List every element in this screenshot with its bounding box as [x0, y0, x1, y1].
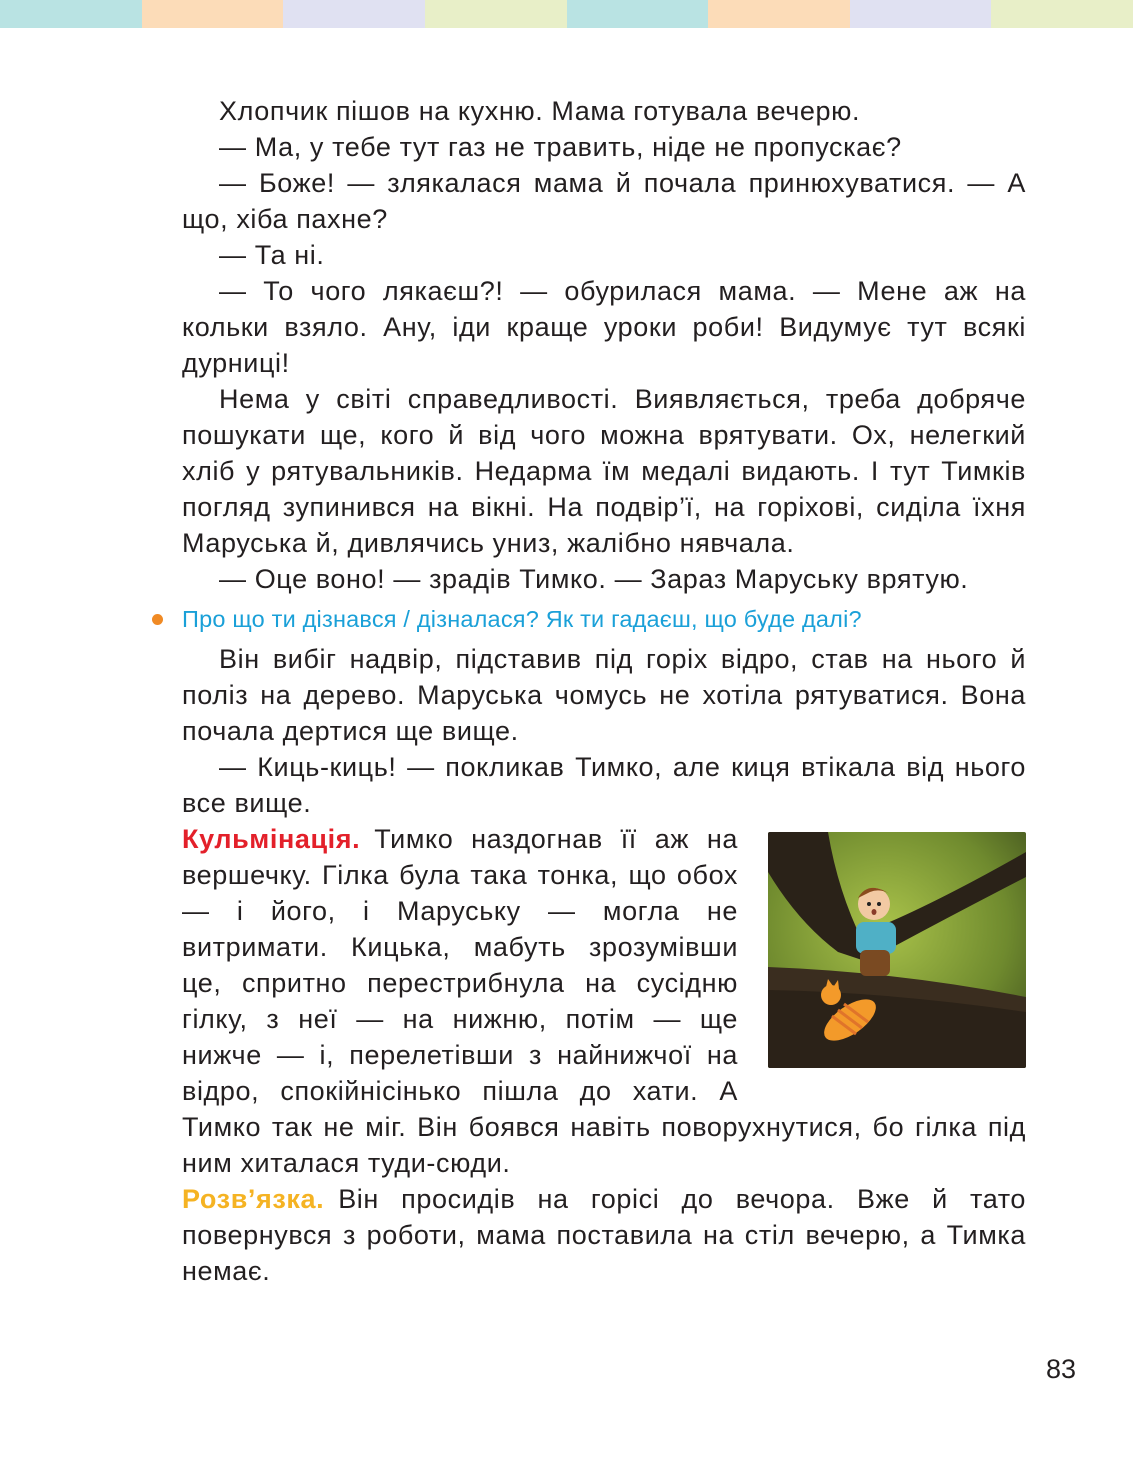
paragraph: Хлопчик пішов на кухню. Мама готувала вечерю. [219, 96, 861, 126]
resolution-text: Він просидів на горісі до вечора. Вже й тато повернувся з роботи, мама поставила на стіл вечерю, а Тимка немає. [182, 1184, 1026, 1286]
paragraph: — Та ні. [219, 240, 325, 270]
paragraph: Він вибіг надвір, підставив під горіх відро, став на нього й поліз на дерево. Маруська чомусь не хотіла рятуватися. Вона почала дертися ще вище. [182, 644, 1026, 746]
question-text: Про що ти дізнався / дізналася? Як ти гадаєш, що буде далі? [182, 606, 862, 632]
paragraph: Нема у світі справедливості. Виявляється, треба добряче пошукати ще, кого й від чого можна врятувати. Ох, нелегкий хліб у рятувальників. Недарма їм медалі видають. І тут Тимків погляд зупинився на вікні. На подвір’ї, на горіхові, сиділа їхня Маруська й, дивлячись униз, жалібно нявчала. [182, 384, 1026, 558]
stripe-segment [708, 0, 850, 28]
illustration-boy-and-cat-in-tree [768, 832, 1026, 1068]
resolution-paragraph [182, 1181, 1026, 1289]
paragraph: — Ма, у тебе тут газ не травить, ніде не пропускає? [219, 132, 902, 162]
stripe-segment [567, 0, 709, 28]
paragraph: — Боже! — злякалася мама й почала принюхуватися. — А що, хіба пахне? [182, 168, 1026, 234]
stripe-segment [850, 0, 992, 28]
paragraph: — Оце воно! — зрадів Тимко. — Зараз Маруську врятую. [219, 564, 969, 594]
stripe-segment [425, 0, 567, 28]
reading-question [182, 601, 1026, 637]
resolution-label: Розв’язка. [182, 1184, 325, 1214]
stripe-segment [283, 0, 425, 28]
paragraph: — Киць-киць! — покликав Тимко, але киця втікала від нього все вище. [182, 752, 1026, 818]
climax-label: Кульмінація. [182, 824, 361, 854]
header-color-stripe [0, 0, 1133, 28]
paragraph: — То чого лякаєш?! — обурилася мама. — Мене аж на кольки взяло. Ану, іди краще уроки роби! Видумує тут всякі дурниці! [182, 276, 1026, 378]
story-text [182, 93, 1026, 1289]
bullet-dot-icon [152, 614, 163, 625]
stripe-segment [142, 0, 284, 28]
page-number: 83 [1046, 1354, 1077, 1384]
climax-text: Тимко наздогнав її аж на вершечку. Гілка була така тонка, що обох — і його, і Маруську — могла не витримати. Кицька, мабуть зрозумівши це, спритно перестрибнула на сусідню гілку, з неї — на нижню, потім — ще нижче — і, перелетівши з найнижчої на відро, спокійнісінько пішла до хати. А Тимко так не міг. Він боявся навіть поворухнутися, бо гілка під ним хиталася туди-сюди. [182, 824, 1026, 1178]
stripe-segment [991, 0, 1133, 28]
stripe-segment [0, 0, 142, 28]
